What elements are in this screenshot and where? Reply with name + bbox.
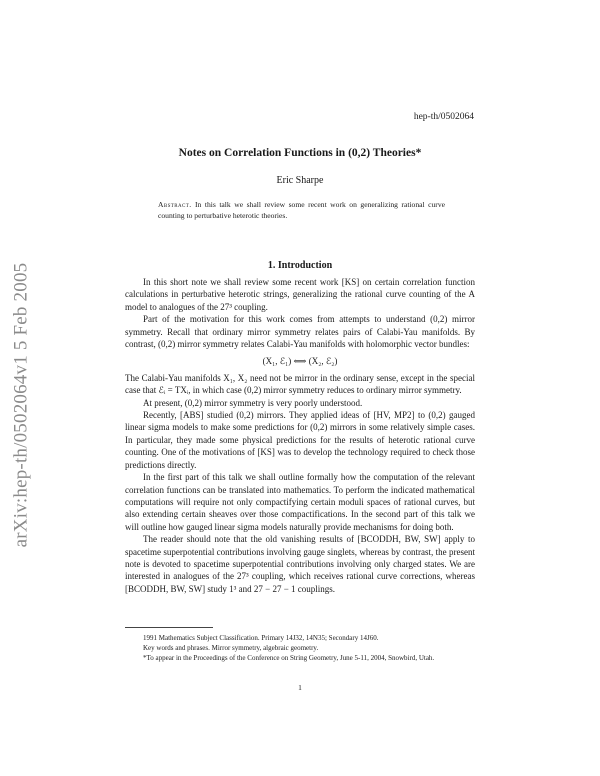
arxiv-identifier: arXiv:hep-th/0502064v1 5 Feb 2005: [10, 262, 31, 548]
paragraph: The Calabi-Yau manifolds X₁, X₂ need not be mirror in the ordinary sense, except in the special case that ℰᵢ = TXᵢ, in which case (0,2) mirror symmetry reduces to ordinary mirror symmetry.: [125, 372, 475, 396]
paragraph: Recently, [ABS] studied (0,2) mirrors. They applied ideas of [HV, MP2] to (0,2) gauged linear sigma models to make some predictions for (0,2) mirrors in some relatively simple cases. In particular, they made some physical predictions for the results of heterotic rational curve counting. One of the motivations of [KS] was to develop the technology required to check those predictions directly.: [125, 410, 475, 470]
section-heading: 1. Introduction: [267, 260, 333, 271]
section-body: [125, 276, 475, 595]
footnote-classification: 1991 Mathematics Subject Classification. Primary 14J32, 14N35; Secondary 14J60.: [143, 634, 379, 642]
abstract: [158, 199, 445, 221]
paragraph: Part of the motivation for this work comes from attempts to understand (0,2) mirror symmetry. Recall that ordinary mirror symmetry relates pairs of Calabi-Yau manifolds. By contrast, (0,2) mirror symmetry relates Calabi-Yau manifolds with holomorphic vector bundles:: [125, 314, 475, 350]
arxiv-side-label: [4, 220, 38, 590]
footnote-keywords: Key words and phrases. Mirror symmetry, algebraic geometry.: [143, 644, 319, 652]
abstract-label: Abstract.: [158, 200, 192, 209]
report-number: hep-th/0502064: [413, 112, 474, 122]
paragraph: The reader should note that the old vanishing results of [BCODDH, BW, SW] apply to spacetime superpotential contributions involving gauge singlets, whereas by contrast, the present note is devoted to spacetime superpotential contributions involving only charged states. We are interested in analogues of the 27³ coupling, which receives rational curve corrections, whereas [BCODDH, BW, SW] study 1³ and 27 − 27 − 1 couplings.: [125, 534, 475, 594]
page-number: 1: [298, 683, 302, 692]
paragraph: At present, (0,2) mirror symmetry is very poorly understood.: [143, 397, 363, 408]
footnotes: [125, 633, 475, 663]
abstract-text: In this talk we shall review some recent work on generalizing rational curve counting to perturbative heterotic theories.: [158, 200, 445, 220]
display-equation: (X₁, ℰ₁) ⟺ (X₂, ℰ₂): [262, 356, 338, 367]
footnote-rule: [125, 627, 213, 628]
footnote-proceedings: *To appear in the Proceedings of the Conference on String Geometry, June 5-11, 2004, Snowbird, Utah.: [143, 654, 435, 662]
author-name: Eric Sharpe: [276, 175, 324, 186]
paper-title: Notes on Correlation Functions in (0,2) Theories*: [178, 147, 422, 159]
paragraph: In the first part of this talk we shall outline formally how the computation of the relevant correlation functions can be translated into mathematics. To perform the indicated mathematical computations will require not only compactifying certain moduli spaces of rational curves, but also extending certain sheaves over those compactifications. In the second part of this talk we will outline how gauged linear sigma models naturally provide mechanisms for doing both.: [125, 472, 475, 532]
paragraph: In this short note we shall review some recent work [KS] on certain correlation function calculations in perturbative heterotic strings, generalizing the rational curve counting of the A model to analogues of the 27³ coupling.: [125, 277, 475, 312]
